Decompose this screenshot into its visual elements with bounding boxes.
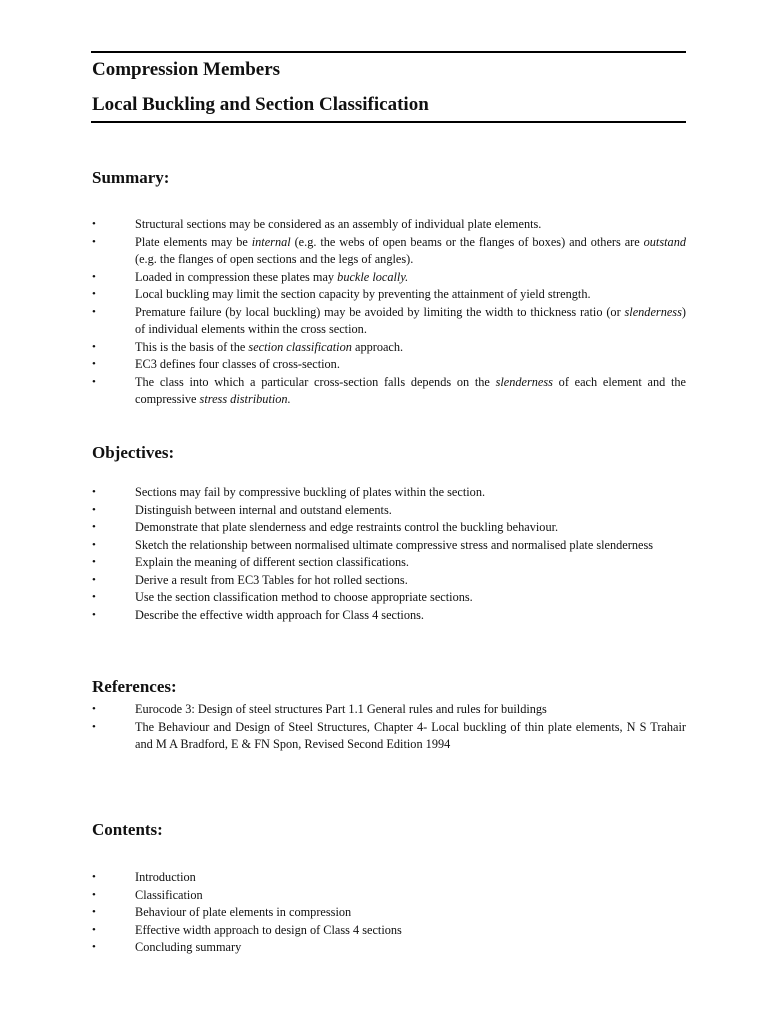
emphasis-text: section classification xyxy=(248,339,352,354)
bullet-icon: • xyxy=(92,235,96,248)
bullet-icon: • xyxy=(92,923,96,936)
bullet-icon: • xyxy=(92,358,96,370)
list-item: • This is the basis of the section classification approach. xyxy=(92,339,686,357)
list-item: • The Behaviour and Design of Steel Structures, Chapter 4- Local buckling of thin plate elements, N S Trahair and M A Bradford, E & FN Spon, Revised Second Edition 1994 xyxy=(92,719,686,751)
bullet-icon: • xyxy=(92,521,96,533)
bullet-icon: • xyxy=(92,941,96,953)
references-list xyxy=(92,701,686,754)
list-item: • Effective width approach to design of Class 4 sections xyxy=(92,922,686,940)
list-item: • Behaviour of plate elements in compression xyxy=(92,904,686,922)
objectives-list xyxy=(92,484,686,624)
list-item: • Concluding summary xyxy=(92,939,686,957)
emphasis-text: internal xyxy=(251,234,291,249)
emphasis-text: outstand xyxy=(643,234,686,249)
bullet-icon: • xyxy=(92,906,96,918)
bullet-icon: • xyxy=(92,305,96,318)
list-item: • The class into which a particular cross-section falls depends on the slenderness of each element and the compressive stress distribution. xyxy=(92,374,686,406)
top-rule xyxy=(91,51,686,53)
emphasis-text: stress distribution. xyxy=(199,392,291,406)
list-item: • Derive a result from EC3 Tables for hot rolled sections. xyxy=(92,572,686,590)
bullet-icon: • xyxy=(92,608,96,621)
list-item: • Classification xyxy=(92,887,686,905)
list-item: • Use the section classification method to choose appropriate sections. xyxy=(92,589,686,607)
bullet-icon: • xyxy=(92,486,96,498)
list-item: • Premature failure (by local buckling) may be avoided by limiting the width to thickness ratio (or slenderness) of individual elements within the cross section. xyxy=(92,304,686,336)
document-subtitle: Local Buckling and Section Classification xyxy=(92,94,429,115)
title-rule xyxy=(91,121,686,123)
list-item: • Sections may fail by compressive buckling of plates within the section. xyxy=(92,484,686,502)
list-item: • Describe the effective width approach for Class 4 sections. xyxy=(92,607,686,625)
contents-heading: Contents: xyxy=(92,820,163,839)
bullet-icon: • xyxy=(92,375,96,388)
summary-heading: Summary: xyxy=(92,168,170,187)
list-item: • Introduction xyxy=(92,869,686,887)
bullet-icon: • xyxy=(92,591,96,603)
bullet-icon: • xyxy=(92,503,96,516)
bullet-icon: • xyxy=(92,720,96,733)
bullet-icon: • xyxy=(92,556,96,568)
bullet-icon: • xyxy=(92,703,96,715)
list-item: • EC3 defines four classes of cross-section. xyxy=(92,356,686,374)
bullet-icon: • xyxy=(92,340,96,353)
bullet-icon: • xyxy=(92,573,96,586)
contents-list xyxy=(92,869,686,957)
list-item: • Loaded in compression these plates may buckle locally. xyxy=(92,269,686,287)
emphasis-text: slenderness xyxy=(495,374,553,389)
list-item: • Distinguish between internal and outstand elements. xyxy=(92,502,686,520)
list-item: • Sketch the relationship between normalised ultimate compressive stress and normalised plate slenderness xyxy=(92,537,686,555)
references-heading: References: xyxy=(92,677,177,696)
list-item: • Demonstrate that plate slenderness and edge restraints control the buckling behaviour. xyxy=(92,519,686,537)
bullet-icon: • xyxy=(92,871,96,883)
list-item: • Eurocode 3: Design of steel structures Part 1.1 General rules and rules for buildings xyxy=(92,701,686,719)
bullet-icon: • xyxy=(92,538,96,551)
document-title: Compression Members xyxy=(92,59,281,80)
bullet-icon: • xyxy=(92,270,96,283)
list-item: • Explain the meaning of different section classifications. xyxy=(92,554,686,572)
list-item: • Local buckling may limit the section capacity by preventing the attainment of yield strength. xyxy=(92,286,686,304)
bullet-icon: • xyxy=(92,288,96,300)
emphasis-text: slenderness xyxy=(624,304,682,319)
bullet-icon: • xyxy=(92,218,96,230)
bullet-icon: • xyxy=(92,888,96,901)
list-item: • Structural sections may be considered as an assembly of individual plate elements. xyxy=(92,216,686,234)
summary-list xyxy=(92,216,686,409)
objectives-heading: Objectives: xyxy=(92,443,175,462)
list-item: • Plate elements may be internal (e.g. the webs of open beams or the flanges of boxes) and others are outstand (e.g. the flanges of open sections and the legs of angles). xyxy=(92,234,686,266)
emphasis-text: buckle locally. xyxy=(337,269,409,284)
